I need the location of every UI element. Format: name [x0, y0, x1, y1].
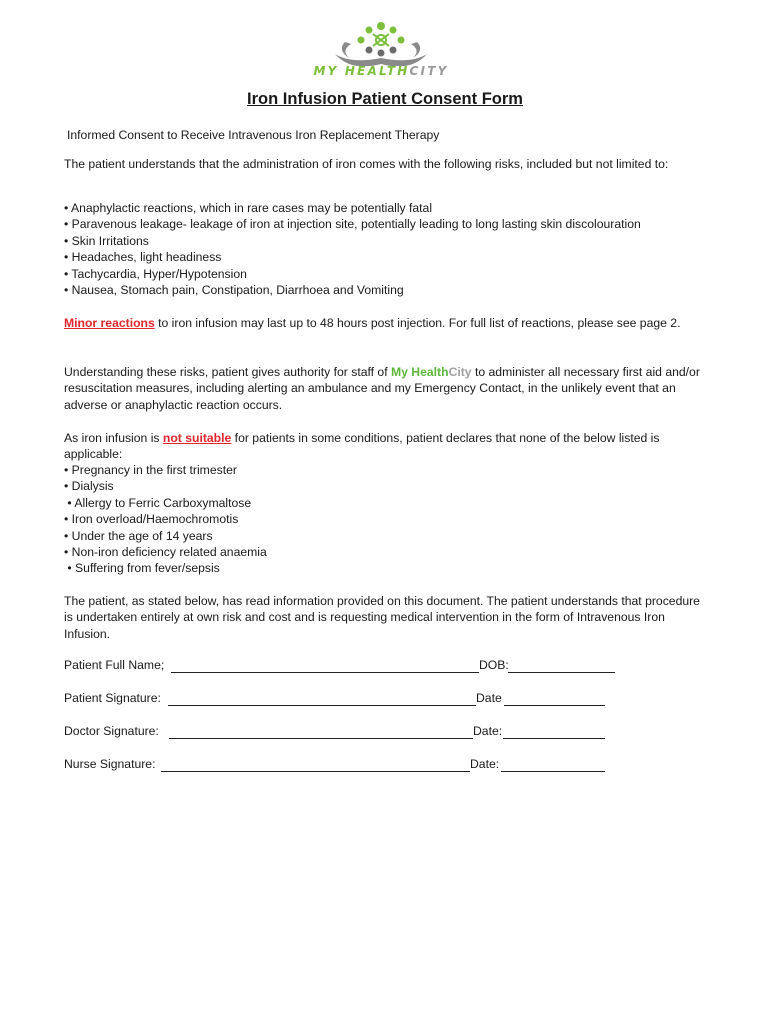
company-logo	[295, 20, 467, 80]
subtitle: Informed Consent to Receive Intravenous Iron Replacement Therapy	[67, 128, 440, 142]
patient-signature-row	[64, 691, 624, 709]
doctor-date-field[interactable]	[503, 738, 605, 739]
nurse-signature-row	[64, 757, 624, 775]
suitability-paragraph: As iron infusion is not suitable for patients in some conditions, patient declares that none of the below listed is applicable:	[64, 431, 660, 462]
list-item: • Anaphylactic reactions, which in rare cases may be potentially fatal	[64, 201, 433, 215]
risk-list	[64, 200, 704, 298]
intro-text: The patient understands that the administration of iron comes with the following risks, included but not limited to:	[64, 157, 669, 171]
nurse-signature-label: Nurse Signature:	[64, 757, 156, 771]
list-item: • Suffering from fever/sepsis	[64, 561, 220, 576]
not-suitable-highlight: not suitable	[162, 431, 232, 445]
patient-signature-field[interactable]	[168, 705, 476, 706]
authority-paragraph: Understanding these risks, patient gives authority for staff of My HealthCity to administer all necessary first aid and/or resuscitation measures, including alerting an ambulance and my Emergency Contact, in the unlikely event that an adverse or anaphylactic reaction occurs.	[64, 365, 700, 412]
date-label: Date	[476, 691, 502, 705]
list-item: • Pregnancy in the first trimester	[64, 463, 237, 477]
date-label: Date:	[470, 757, 500, 771]
list-item: • Tachycardia, Hyper/Hypotension	[64, 266, 247, 281]
list-item: • Under the age of 14 years	[64, 528, 213, 543]
page-title: Iron Infusion Patient Consent Form	[247, 90, 523, 108]
list-item: • Dialysis	[64, 479, 114, 494]
minor-reactions-paragraph: Minor reactions to iron infusion may last up to 48 hours post injection. For full list of reactions, please see page 2.	[64, 316, 681, 330]
patient-date-field[interactable]	[504, 705, 605, 706]
declaration-paragraph: The patient, as stated below, has read information provided on this document. The patient understands that procedure is undertaken entirely at own risk and cost and is requesting medical intervention in the form of Intravenous Iron Infusion.	[64, 594, 700, 641]
patient-name-label: Patient Full Name;	[64, 658, 165, 672]
patient-name-row	[64, 658, 624, 676]
list-item: • Headaches, light headiness	[64, 250, 222, 265]
nurse-signature-field[interactable]	[161, 771, 470, 772]
minor-reactions-highlight: Minor reactions	[64, 316, 155, 330]
list-item: • Allergy to Ferric Carboxymaltose	[64, 495, 252, 510]
condition-list	[64, 462, 704, 577]
list-item: • Skin Irritations	[64, 233, 149, 248]
list-item: • Paravenous leakage- leakage of iron at injection site, potentially leading to long lasting skin discolouration	[64, 217, 641, 232]
dob-label: DOB:	[479, 658, 509, 672]
doctor-signature-row	[64, 724, 624, 742]
list-item: • Iron overload/Haemochromotis	[64, 512, 239, 527]
list-item: • Nausea, Stomach pain, Constipation, Diarrhoea and Vomiting	[64, 283, 404, 298]
logo-wordmark: MY HEALTHCITY	[313, 64, 449, 78]
patient-name-field[interactable]	[171, 672, 479, 673]
date-label: Date:	[473, 724, 503, 738]
brand-name: My Health	[390, 365, 449, 379]
list-item: • Non-iron deficiency related anaemia	[64, 545, 267, 560]
people-circle-logo-icon	[331, 20, 431, 66]
doctor-signature-label: Doctor Signature:	[64, 724, 159, 738]
nurse-date-field[interactable]	[501, 771, 605, 772]
patient-signature-label: Patient Signature:	[64, 691, 161, 705]
dob-field[interactable]	[508, 672, 615, 673]
doctor-signature-field[interactable]	[169, 738, 473, 739]
